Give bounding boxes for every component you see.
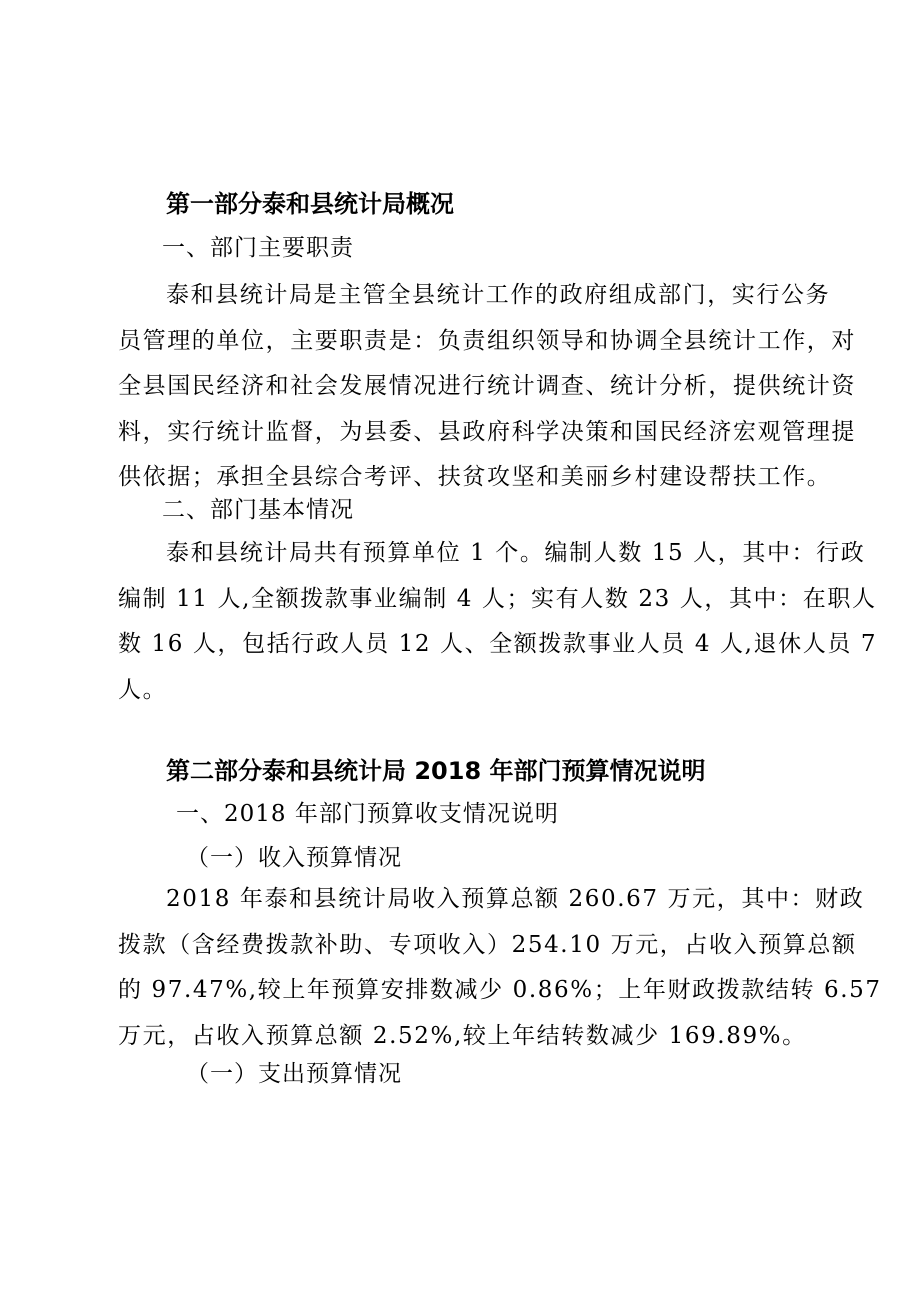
budget-section-heading: 一、2018 年部门预算收支情况说明 <box>176 801 559 827</box>
section1-heading: 一、部门主要职责 <box>162 235 354 261</box>
section2-paragraph <box>118 531 878 713</box>
paragraph-line: 2018 年泰和县统计局收入预算总额 260.67 万元，其中：财政 <box>166 886 865 912</box>
paragraph-line: 全县国民经济和社会发展情况进行统计调查、统计分析，提供统计资 <box>118 373 856 400</box>
section1-paragraph <box>118 273 856 501</box>
paragraph-line: 泰和县统计局是主管全县统计工作的政府组成部门，实行公务 <box>166 282 831 308</box>
income-paragraph <box>118 877 882 1059</box>
part2-title: 第二部分泰和县统计局 2018 年部门预算情况说明 <box>166 757 706 785</box>
section2-heading: 二、部门基本情况 <box>162 497 354 523</box>
paragraph-line: 的 97.47%,较上年预算安排数减少 0.86%；上年财政拨款结转 6.57 <box>118 977 882 1004</box>
paragraph-line: 人。 <box>118 676 168 703</box>
paragraph-line: 数 16 人，包括行政人员 12 人、全额拨款事业人员 4 人,退休人员 7 <box>118 631 878 658</box>
paragraph-line: 泰和县统计局共有预算单位 1 个。编制人数 15 人，其中：行政 <box>166 540 866 566</box>
part1-title: 第一部分泰和县统计局概况 <box>166 190 454 218</box>
paragraph-line: 供依据；承担全县综合考评、扶贫攻坚和美丽乡村建设帮扶工作。 <box>118 464 832 491</box>
paragraph-line: 员管理的单位，主要职责是：负责组织领导和协调全县统计工作，对 <box>118 327 856 354</box>
income-subheading: （一）收入预算情况 <box>186 845 402 871</box>
paragraph-line: 拨款（含经费拨款补助、专项收入）254.10 万元，占收入预算总额 <box>118 931 857 958</box>
expense-subheading: （一）支出预算情况 <box>186 1061 402 1087</box>
paragraph-line: 料，实行统计监督，为县委、县政府科学决策和国民经济宏观管理提 <box>118 418 856 445</box>
paragraph-line: 编制 11 人,全额拨款事业编制 4 人；实有人数 23 人，其中：在职人 <box>118 585 877 612</box>
paragraph-line: 万元，占收入预算总额 2.52%,较上年结转数减少 169.89%。 <box>118 1022 807 1049</box>
